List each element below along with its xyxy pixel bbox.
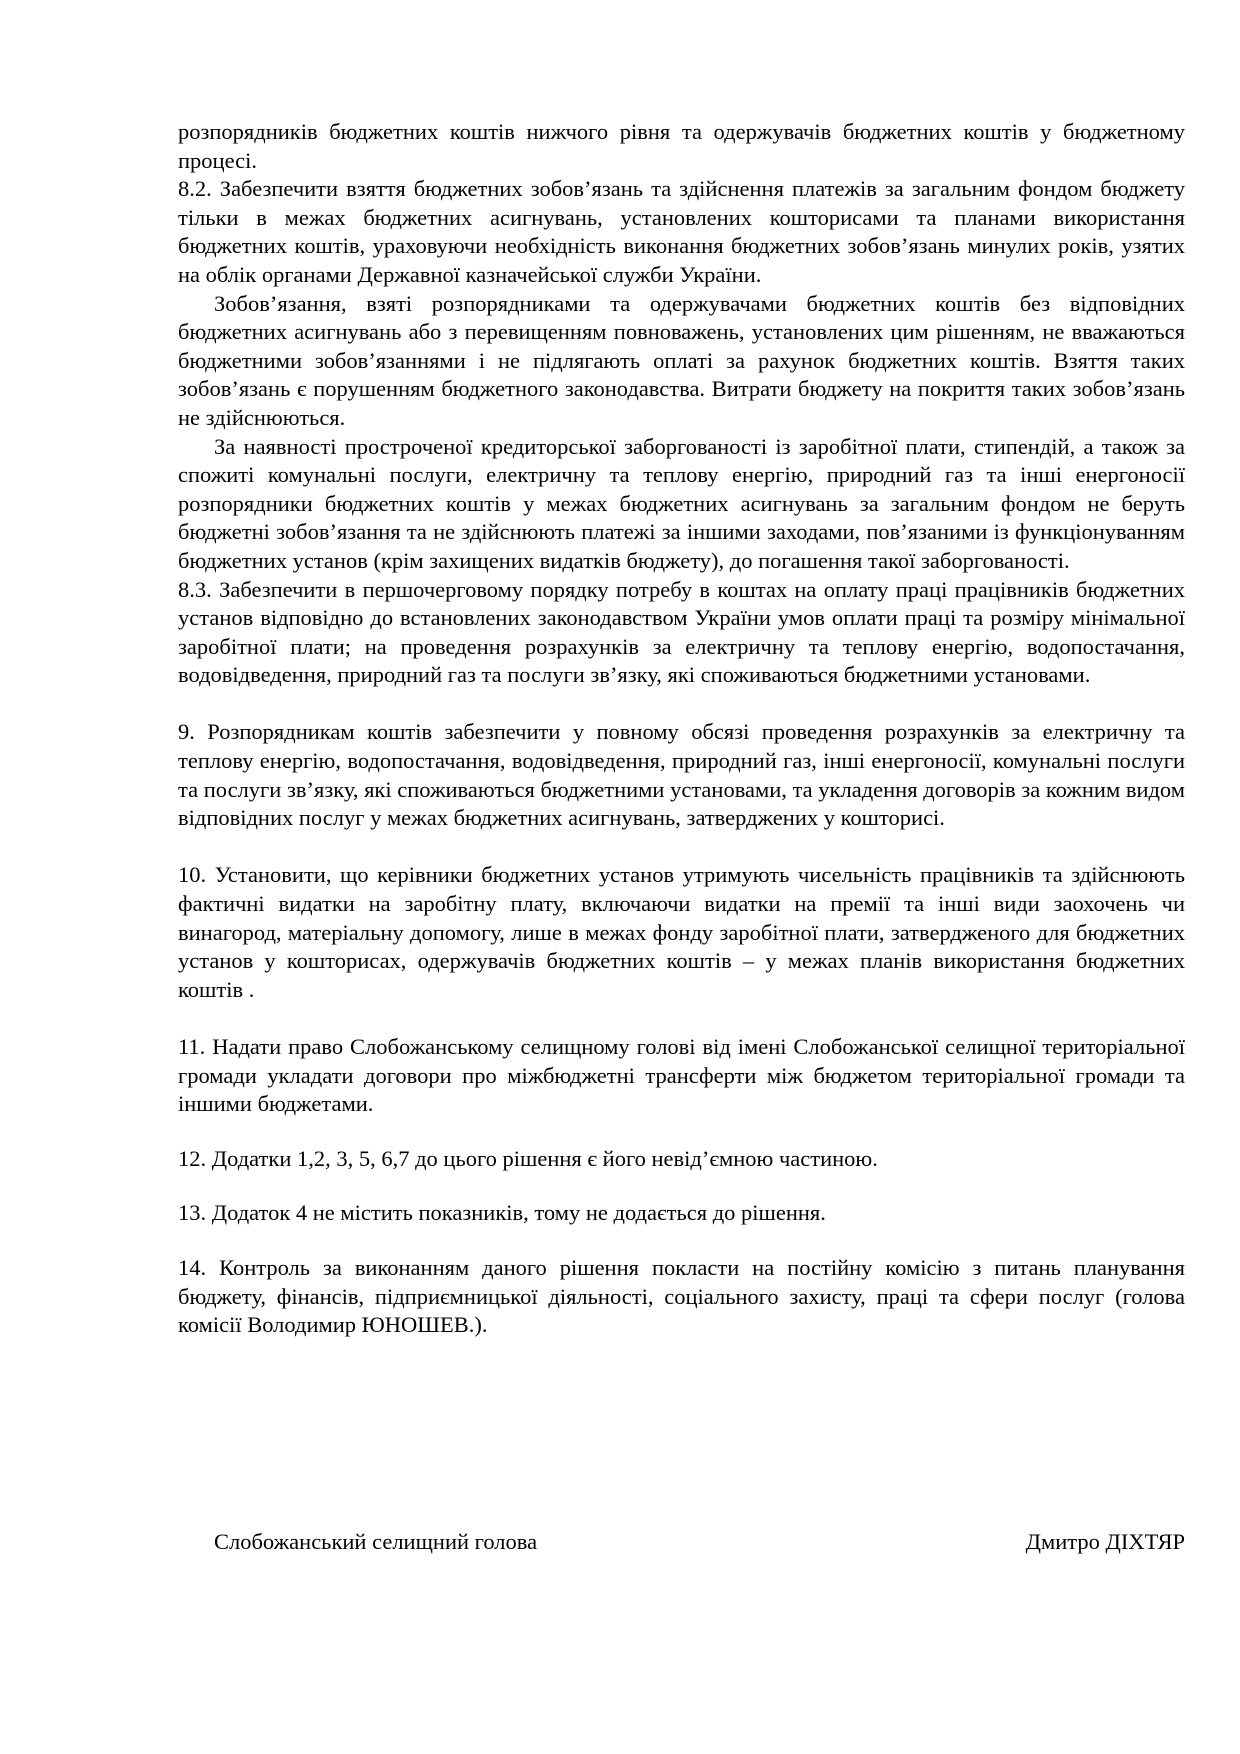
paragraph-8-2: 8.2. Забезпечити взяття бюджетних зобов’язань та здійснення платежів за загальним фондом бюджету тільки в межах бюджетних асигнувань, установлених кошторисами та планами використання бюджетних коштів, ураховуючи необхідність виконання бюджетних зобов’язань минулих років, узятих на облік органами Державної казначейської служби України.: [178, 176, 1185, 287]
paragraph-14: 14. Контроль за виконанням даного рішення покласти на постійну комісію з питань планування бюджету, фінансів, підприємницької діяльності, соціального захисту, праці та сфери послуг (голова комісії Володимир ЮНОШЕВ.).: [178, 1254, 1185, 1338]
paragraph-8-1-continuation: розпорядників бюджетних коштів нижчого рівня та одержувачів бюджетних коштів у бюджетному процесі.: [178, 119, 1185, 173]
paragraph-12: 12. Додатки 1,2, 3, 5, 6,7 до цього рішення є його невід’ємною частиною.: [178, 1145, 878, 1171]
paragraph-9: 9. Розпорядникам коштів забезпечити у повному обсязі проведення розрахунків за електричну та теплову енергію, водопостачання, водовідведення, природний газ, інші енергоносії, комунальні послуги та послуги зв’язку, які споживаються бюджетними установами, та укладення договорів за кожним видом відповідних послуг у межах бюджетних асигнувань, затверджених у кошторисі.: [178, 719, 1185, 831]
paragraph-13: 13. Додаток 4 не містить показників, тому не додається до рішення.: [178, 1200, 826, 1226]
paragraph-8-3: 8.3. Забезпечити в першочерговому порядку потребу в коштах на оплату праці працівників бюджетних установ відповідно до встановлених законодавством України умов оплати праці та розміру мінімальної заробітної плати; на проведення розрахунків за електричну та теплову енергію, водопостачання, водовідведення, природний газ та послуги зв’язку, які споживаються бюджетними установами.: [178, 576, 1185, 688]
paragraph-8-2-arrears: За наявності простроченої кредиторської заборгованості із заробітної плати, стипендій, а також за спожиті комунальні послуги, електричну та теплову енергію, природний газ та інші енергоносії розпорядники бюджетних коштів у межах бюджетних асигнувань за загальним фондом не беруть бюджетні зобов’язання та не здійснюють платежі за іншими заходами, пов’язаними із функціонуванням бюджетних установ (крім захищених видатків бюджету), до погашення такої заборгованості.: [178, 433, 1185, 573]
paragraph-8-2-obligations: Зобов’язання, взяті розпорядниками та одержувачами бюджетних коштів без відповідних бюджетних асигнувань або з перевищенням повноважень, установлених цим рішенням, не вважаються бюджетними зобов’язаннями і не підлягають оплаті за рахунок бюджетних коштів. Взяття таких зобов’язань є порушенням бюджетного законодавства. Витрати бюджету на покриття таких зобов’язань не здійснюються.: [178, 290, 1185, 430]
paragraph-11: 11. Надати право Слобожанському селищному голові від імені Слобожанської селищної територіальної громади укладати договори про міжбюджетні трансферти між бюджетом територіальної громади та іншими бюджетами.: [178, 1034, 1185, 1117]
paragraph-10: 10. Установити, що керівники бюджетних установ утримують чисельність працівників та здійснюють фактичні видатки на заробітну плату, включаючи видатки на премії та інші види заохочень чи винагород, матеріальну допомогу, лише в межах фонду заробітної плати, затвердженого для бюджетних установ у кошторисах, одержувачів бюджетних коштів – у межах планів використання бюджетних коштів .: [178, 862, 1185, 1002]
signature-title: Слобожанський селищний голова: [214, 1529, 538, 1554]
document-body: [178, 118, 1185, 1340]
signature-name: Дмитро ДІХТЯР: [1025, 1529, 1185, 1554]
